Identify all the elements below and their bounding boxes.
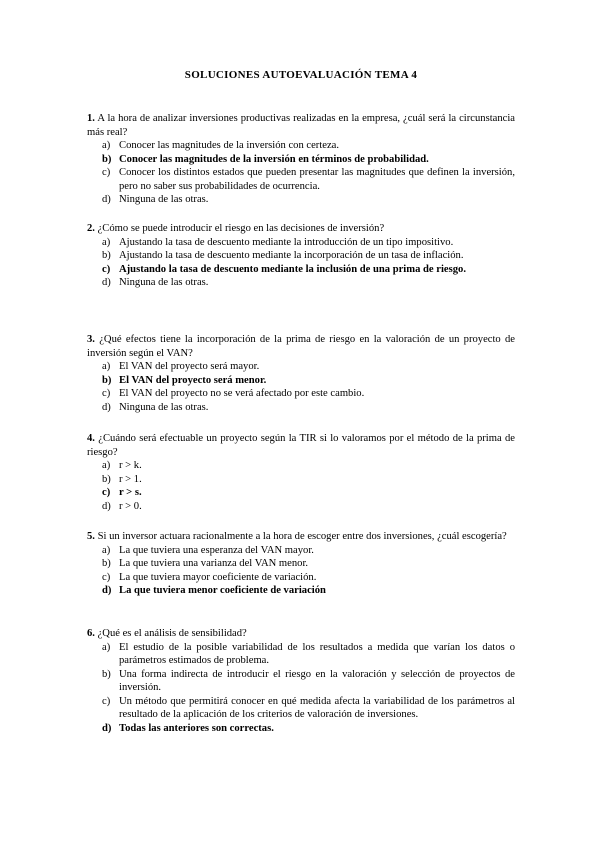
option-letter: a)	[102, 361, 111, 372]
question-stem	[87, 627, 515, 641]
option-b-correct	[87, 153, 515, 167]
question-stem	[87, 432, 515, 459]
question-text: ¿Cuándo será efectuable un proyecto según la TIR si lo valoramos por el método de la prima de riesgo?	[87, 433, 515, 458]
question-stem	[87, 222, 515, 236]
option-d-correct	[87, 584, 515, 598]
option-letter: a)	[102, 460, 111, 471]
question-number: 1.	[87, 113, 95, 124]
option-letter: c)	[102, 263, 111, 275]
option-text: La que tuviera mayor coeficiente de variación.	[119, 571, 317, 583]
page-title: SOLUCIONES AUTOEVALUACIÓN TEMA 4	[184, 69, 418, 81]
option-a	[87, 139, 515, 153]
question-6	[87, 627, 515, 735]
option-letter: d)	[102, 277, 111, 288]
question-2	[87, 222, 515, 290]
option-text: Ajustando la tasa de descuento mediante la incorporación de un tasa de inflación.	[119, 250, 464, 261]
option-d	[87, 401, 515, 415]
option-text: Un método que permitirá conocer en qué medida afecta la variabilidad de los parámetros al resultado de la aplicación de los criterios de valoración de inversiones.	[119, 695, 515, 720]
option-letter: c)	[102, 571, 111, 583]
option-letter: b)	[102, 153, 112, 165]
option-c	[87, 571, 515, 585]
options-list	[87, 544, 515, 598]
option-letter: b)	[102, 668, 111, 680]
option-c	[87, 387, 515, 401]
option-text: r > 1.	[119, 473, 142, 485]
option-c	[87, 166, 515, 193]
option-letter: b)	[102, 558, 111, 569]
option-a	[87, 459, 515, 473]
option-a	[87, 236, 515, 250]
option-letter: d)	[102, 722, 112, 734]
option-letter: b)	[102, 473, 111, 485]
question-text: A la hora de analizar inversiones productivas realizadas en la empresa, ¿cuál será la circunstancia más real?	[87, 113, 515, 138]
option-text: La que tuviera una esperanza del VAN mayor.	[119, 544, 314, 556]
option-d	[87, 276, 515, 290]
option-b-correct	[87, 374, 515, 388]
options-list	[87, 360, 515, 414]
option-d-correct	[87, 722, 515, 736]
option-a	[87, 544, 515, 558]
options-list	[87, 641, 515, 736]
option-text: El VAN del proyecto será menor.	[119, 374, 267, 386]
option-letter: b)	[102, 250, 111, 261]
option-letter: b)	[102, 374, 112, 386]
question-1	[87, 112, 515, 207]
question-number: 6.	[87, 628, 95, 639]
option-letter: c)	[102, 388, 111, 399]
option-text: Una forma indirecta de introducir el riesgo en la valoración y selección de proyectos de inversión.	[119, 668, 515, 693]
option-letter: d)	[102, 500, 111, 512]
option-text: La que tuviera una varianza del VAN menor.	[119, 558, 309, 569]
question-text: ¿Qué es el análisis de sensibilidad?	[97, 628, 247, 639]
option-a	[87, 641, 515, 668]
question-text: Si un inversor actuara racionalmente a la hora de escoger entre dos inversiones, ¿cuál escogería?	[97, 531, 507, 542]
option-text: Conocer los distintos estados que pueden presentar las magnitudes que definen la inversión, pero no saber sus probabilidades de ocurrencia.	[119, 167, 515, 192]
option-letter: a)	[102, 641, 111, 653]
option-text: El VAN del proyecto no se verá afectado por este cambio.	[119, 388, 365, 399]
question-5	[87, 530, 515, 598]
option-letter: d)	[102, 585, 112, 596]
option-text: Conocer las magnitudes de la inversión en términos de probabilidad.	[119, 153, 429, 165]
question-4	[87, 432, 515, 513]
question-text: ¿Cómo se puede introducir el riesgo en las decisiones de inversión?	[97, 223, 385, 234]
option-text: La que tuviera menor coeficiente de variación	[119, 585, 326, 596]
option-c-correct	[87, 486, 515, 500]
question-number: 4.	[87, 433, 95, 444]
question-stem	[87, 112, 515, 139]
options-list	[87, 139, 515, 207]
option-b	[87, 249, 515, 263]
option-text: Todas las anteriores son correctas.	[119, 722, 274, 734]
option-c-correct	[87, 263, 515, 277]
option-letter: a)	[102, 236, 111, 248]
option-text: Ninguna de las otras.	[119, 194, 209, 205]
options-list	[87, 236, 515, 290]
option-text: Ninguna de las otras.	[119, 277, 209, 288]
option-text: Conocer las magnitudes de la inversión con certeza.	[119, 140, 340, 151]
option-letter: c)	[102, 487, 111, 498]
question-3	[87, 333, 515, 414]
question-number: 3.	[87, 334, 95, 345]
option-letter: c)	[102, 695, 111, 707]
option-text: Ajustando la tasa de descuento mediante la introducción de un tipo impositivo.	[119, 236, 454, 248]
option-d	[87, 500, 515, 514]
option-text: El VAN del proyecto será mayor.	[119, 361, 260, 372]
option-b	[87, 557, 515, 571]
option-letter: c)	[102, 167, 111, 178]
option-text: Ajustando la tasa de descuento mediante la inclusión de una prima de riesgo.	[119, 263, 466, 275]
option-letter: a)	[102, 544, 111, 556]
option-d	[87, 193, 515, 207]
option-text: r > 0.	[119, 500, 142, 512]
options-list	[87, 459, 515, 513]
question-text: ¿Qué efectos tiene la incorporación de la prima de riesgo en la valoración de un proyecto de inversión según el VAN?	[87, 334, 515, 359]
option-b	[87, 473, 515, 487]
option-text: Ninguna de las otras.	[119, 401, 209, 413]
option-letter: d)	[102, 194, 111, 205]
option-c	[87, 695, 515, 722]
question-stem	[87, 530, 515, 544]
option-b	[87, 668, 515, 695]
option-text: r > k.	[119, 460, 142, 471]
question-stem	[87, 333, 515, 360]
option-text: r > s.	[119, 487, 142, 498]
question-number: 2.	[87, 223, 95, 234]
option-letter: a)	[102, 140, 111, 151]
question-number: 5.	[87, 531, 95, 542]
option-letter: d)	[102, 401, 111, 413]
option-text: El estudio de la posible variabilidad de los resultados a medida que varían los datos o parámetros estimados de problema.	[119, 641, 515, 666]
option-a	[87, 360, 515, 374]
